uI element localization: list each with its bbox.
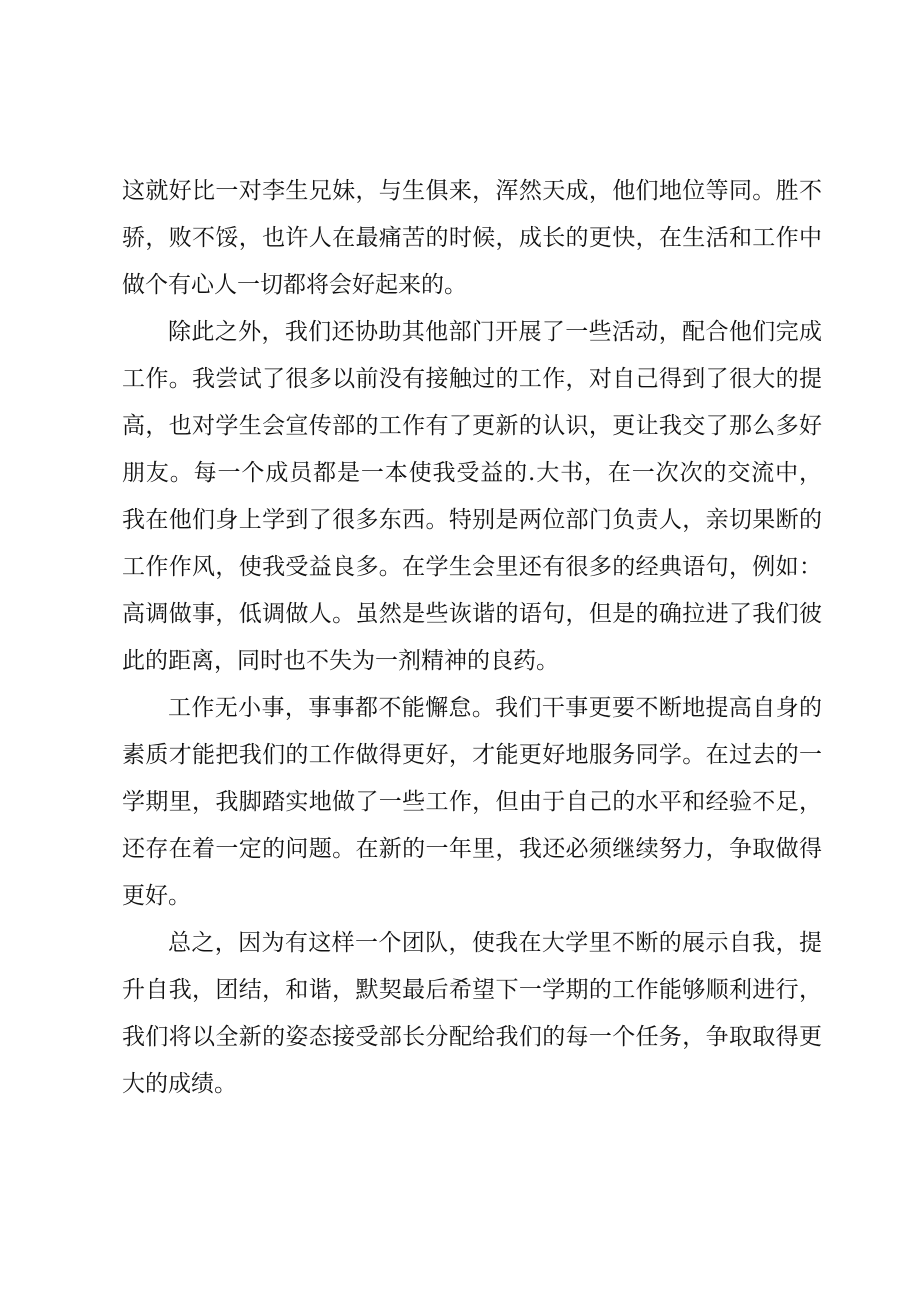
- text-line: 我在他们身上学到了很多东西。特别是两位部门负责人，亲切果断的: [122, 507, 822, 533]
- paragraph-2: [122, 309, 822, 685]
- paragraph-4: [122, 920, 822, 1108]
- paragraph-1: [122, 168, 822, 309]
- text-line: 朋友。每一个成员都是一本使我受益的.大书，在一次次的交流中，: [122, 460, 822, 486]
- text-line: 还存在着一定的问题。在新的一年里，我还必须继续努力，争取做得: [122, 836, 822, 862]
- text-line: 骄，败不馁，也许人在最痛苦的时候，成长的更快，在生活和工作中: [122, 225, 822, 251]
- text-line: 高调做事，低调做人。虽然是些诙谐的语句，但是的确拉进了我们彼: [122, 601, 822, 627]
- paragraph-3: [122, 685, 822, 920]
- text-line: 除此之外，我们还协助其他部门开展了一些活动，配合他们完成: [168, 319, 822, 345]
- text-line: 工作。我尝试了很多以前没有接触过的工作，对自己得到了很大的提: [122, 366, 822, 392]
- text-line: 总之，因为有这样一个团队，使我在大学里不断的展示自我，提: [168, 930, 822, 956]
- text-line: 学期里，我脚踏实地做了一些工作，但由于自己的水平和经验不足，: [122, 789, 822, 815]
- text-line: 工作无小事，事事都不能懈怠。我们干事更要不断地提高自身的: [168, 695, 822, 721]
- text-line: 工作作风，使我受益良多。在学生会里还有很多的经典语句，例如：: [122, 554, 822, 580]
- text-line: 更好。: [122, 883, 191, 909]
- text-line: 高，也对学生会宣传部的工作有了更新的认识，更让我交了那么多好: [122, 413, 822, 439]
- document-body: [122, 168, 822, 1108]
- text-line: 做个有心人一切都将会好起来的。: [122, 272, 467, 298]
- text-line: 此的距离，同时也不失为一剂精神的良药。: [122, 648, 559, 674]
- text-line: 升自我，团结，和谐，默契最后希望下一学期的工作能够顺利进行，: [122, 977, 822, 1003]
- text-line: 素质才能把我们的工作做得更好，才能更好地服务同学。在过去的一: [122, 742, 822, 768]
- text-line: 大的成绩。: [122, 1071, 237, 1097]
- text-line: 这就好比一对李生兄妹，与生俱来，浑然天成，他们地位等同。胜不: [122, 178, 822, 204]
- text-line: 我们将以全新的姿态接受部长分配给我们的每一个任务，争取取得更: [122, 1024, 822, 1050]
